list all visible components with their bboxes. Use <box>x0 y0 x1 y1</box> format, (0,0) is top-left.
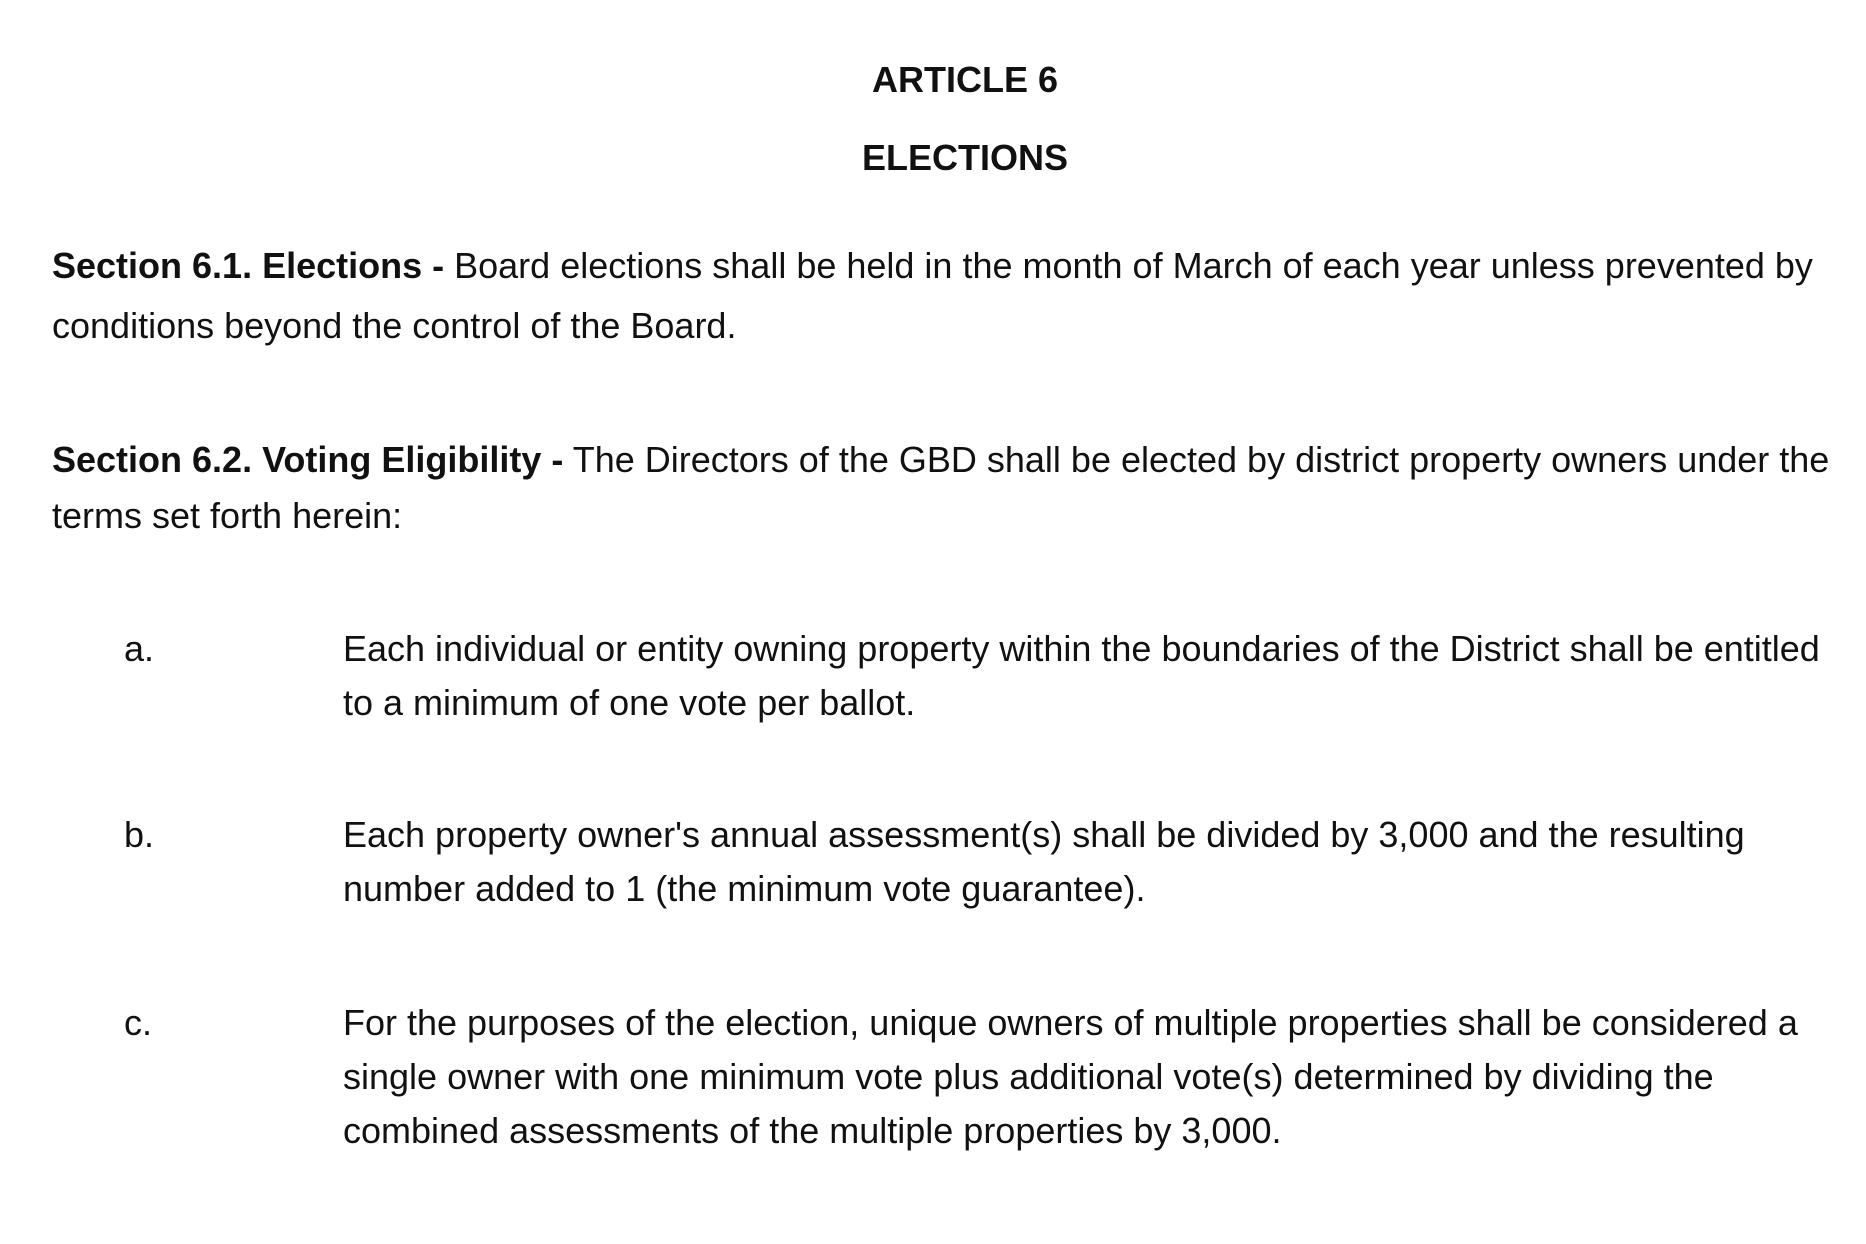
section-6-2 <box>52 432 1852 544</box>
article-title: ELECTIONS <box>861 137 1068 178</box>
list-item-a-text: Each individual or entity owning property within the boundaries of the District shall be entitled to a minimum of one vote per ballot. <box>343 628 1820 723</box>
section-6-1 <box>52 236 1852 356</box>
list-item-b-marker: b. <box>124 814 155 855</box>
article-number: ARTICLE 6 <box>871 59 1058 100</box>
section-6-1-text: Board elections shall be held in the month of March of each year unless prevented by conditions beyond the control of the Board. <box>52 245 1813 346</box>
list-item-c-marker: c. <box>124 1002 153 1043</box>
section-6-2-label: Section 6.2. Voting Eligibility - <box>52 439 564 480</box>
list-item-c-text: For the purposes of the election, unique owners of multiple properties shall be considered a single owner with one minimum vote plus additional vote(s) determined by dividing the combined assessments of the multiple properties by 3,000. <box>343 1002 1798 1151</box>
list-item-a-marker: a. <box>124 628 155 669</box>
section-6-2-text: The Directors of the GBD shall be elected by district property owners under the terms set forth herein: <box>52 439 1830 536</box>
section-6-1-label: Section 6.1. Elections - <box>52 245 445 286</box>
list-item-b-text: Each property owner's annual assessment(s) shall be divided by 3,000 and the resulting number added to 1 (the minimum vote guarantee). <box>343 814 1745 909</box>
